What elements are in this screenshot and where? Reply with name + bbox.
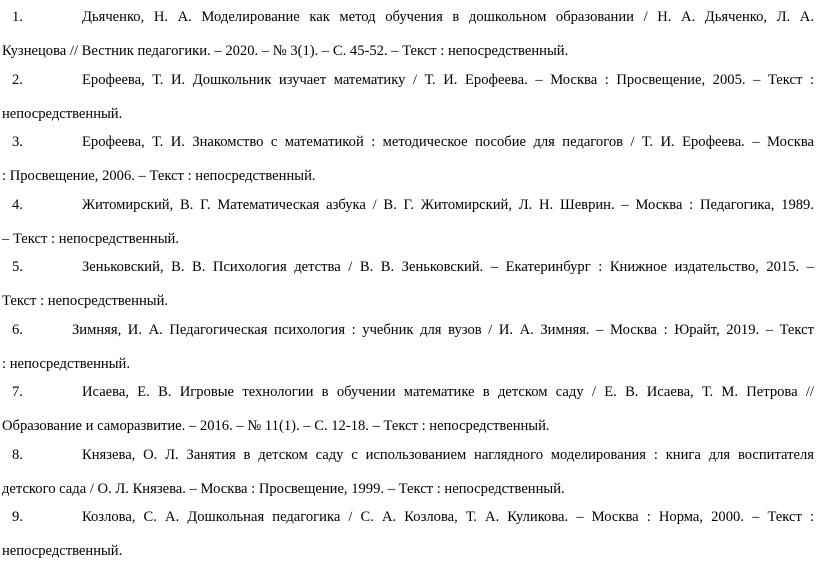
reference-number: 2. <box>12 72 23 88</box>
reference-text-line2: : непосредственный. <box>2 356 130 372</box>
reference-item <box>2 0 814 68</box>
reference-item <box>2 125 814 193</box>
reference-item <box>2 375 814 443</box>
reference-text-line2: Кузнецова // Вестник педагогики. – 2020. – № 3(1). – С. 45-52. – Текст : непосредственный. <box>2 43 569 59</box>
reference-text-line1: Житомирский, В. Г. Математическая азбука / В. Г. Житомирский, Л. Н. Шеврин. – Москва : Педагогика, 1989. <box>82 197 814 213</box>
reference-number: 5. <box>12 259 23 275</box>
reference-text-line1: Зимняя, И. А. Педагогическая психология : учебник для вузов / И. А. Зимняя. – Москва : Юрайт, 2019. – Текст <box>72 322 814 338</box>
reference-number: 8. <box>12 447 23 463</box>
reference-text-line2: : Просвещение, 2006. – Текст : непосредственный. <box>2 168 316 184</box>
reference-item <box>2 500 814 568</box>
reference-item <box>2 438 814 506</box>
reference-text-line2: – Текст : непосредственный. <box>2 231 179 247</box>
reference-text-line2: непосредственный. <box>2 106 123 122</box>
reference-text-line1: Ерофеева, Т. И. Дошкольник изучает математику / Т. И. Ерофеева. – Москва : Просвещение, 2005. – Текст : <box>82 72 814 88</box>
reference-item <box>2 313 814 381</box>
reference-text-line2: Образование и саморазвитие. – 2016. – № 11(1). – С. 12-18. – Текст : непосредственный. <box>2 418 550 434</box>
reference-item <box>2 188 814 256</box>
reference-text-line1: Ерофеева, Т. И. Знакомство с математикой : методическое пособие для педагогов / Т. И. Ерофеева. – Москва <box>82 134 814 150</box>
reference-item <box>2 63 814 131</box>
reference-text-line2: непосредственный. <box>2 543 123 559</box>
reference-text-line1: Дьяченко, Н. А. Моделирование как метод обучения в дошкольном образовании / Н. А. Дьяченко, Л. А. <box>82 9 814 25</box>
reference-text-line1: Исаева, Е. В. Игровые технологии в обучении математике в детском саду / Е. В. Исаева, Т. М. Петрова // <box>82 384 814 400</box>
reference-number: 6. <box>12 322 23 338</box>
reference-text-line1: Козлова, С. А. Дошкольная педагогика / С. А. Козлова, Т. А. Куликова. – Москва : Норма, 2000. – Текст : <box>82 509 814 525</box>
reference-number: 9. <box>12 509 23 525</box>
reference-number: 3. <box>12 134 23 150</box>
reference-item <box>2 250 814 318</box>
reference-number: 1. <box>12 9 23 25</box>
reference-text-line1: Зеньковский, В. В. Психология детства / В. В. Зеньковский. – Екатеринбург : Книжное издательство, 2015. – <box>82 259 814 275</box>
reference-text-line1: Князева, О. Л. Занятия в детском саду с использованием наглядного моделирования : книга для воспитателя <box>82 447 814 463</box>
reference-number: 7. <box>12 384 23 400</box>
reference-text-line2: детского сада / О. Л. Князева. – Москва : Просвещение, 1999. – Текст : непосредственный. <box>2 481 565 497</box>
reference-text-line2: Текст : непосредственный. <box>2 293 169 309</box>
reference-number: 4. <box>12 197 23 213</box>
